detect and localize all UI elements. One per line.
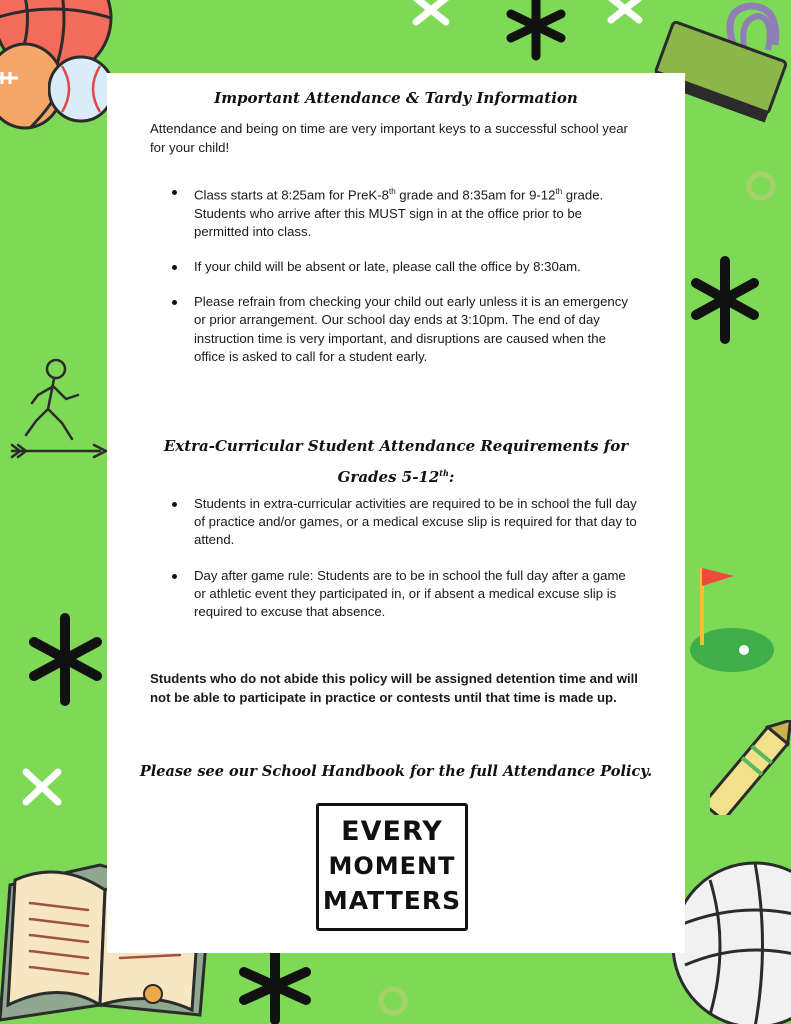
list-item: Students in extra-curricular activities are required to be in school the full day of practice and/or games, or a medical excuse slip is required for that day to attend.: [150, 495, 640, 550]
circle-dot-icon: [745, 170, 777, 202]
x-mark-icon: [410, 0, 452, 26]
asterisk-icon: [690, 255, 760, 345]
asterisk-icon: [505, 0, 567, 62]
list-item: Please refrain from checking your child out early unless it is an emergency or prior arrangement. Our school day ends at 3:10pm. The end of day instruction time is very important, and disruptions are caused when the office is asked to call for a student early.: [150, 293, 640, 366]
circle-dot-icon: [377, 985, 409, 1017]
policy-note: Students who do not abide this policy will be assigned detention time and will not be able to participate in practice or contests until that time is made up.: [150, 671, 638, 705]
intro-paragraph: Attendance and being on time are very important keys to a successful school year for your child!: [150, 121, 628, 155]
crayon-icon: [710, 720, 791, 815]
asterisk-icon: [238, 950, 312, 1024]
x-mark-icon: [605, 0, 645, 26]
extracurricular-title: Extra-Curricular Student Attendance Requirements for Grades 5-12th:: [163, 437, 629, 486]
handbook-note: Please see our School Handbook for the full Attendance Policy.: [139, 763, 653, 780]
volleyball-icon: [670, 855, 791, 1024]
extracurricular-list: [150, 495, 640, 638]
list-item: Day after game rule: Students are to be in school the full day after a game or athletic event they participated in, or if absent a medical excuse slip is required to excuse that absence.: [150, 567, 640, 622]
list-item: Class starts at 8:25am for PreK-8th grade and 8:35am for 9-12th grade. Students who arrive after this MUST sign in at the office prior to be permitted into class.: [150, 183, 640, 241]
baseball-icon: [48, 52, 116, 127]
attendance-list: [150, 183, 640, 383]
runner-icon: [10, 355, 110, 463]
every-moment-matters-logo: EVERY MOMENT MATTERS: [316, 803, 468, 931]
list-item: If your child will be absent or late, please call the office by 8:30am.: [150, 258, 640, 276]
x-mark-icon: [20, 768, 64, 806]
content-page: [107, 73, 685, 953]
asterisk-icon: [28, 612, 103, 707]
golf-flag-icon: [690, 560, 780, 675]
attendance-title: Important Attendance & Tardy Information: [214, 89, 578, 107]
